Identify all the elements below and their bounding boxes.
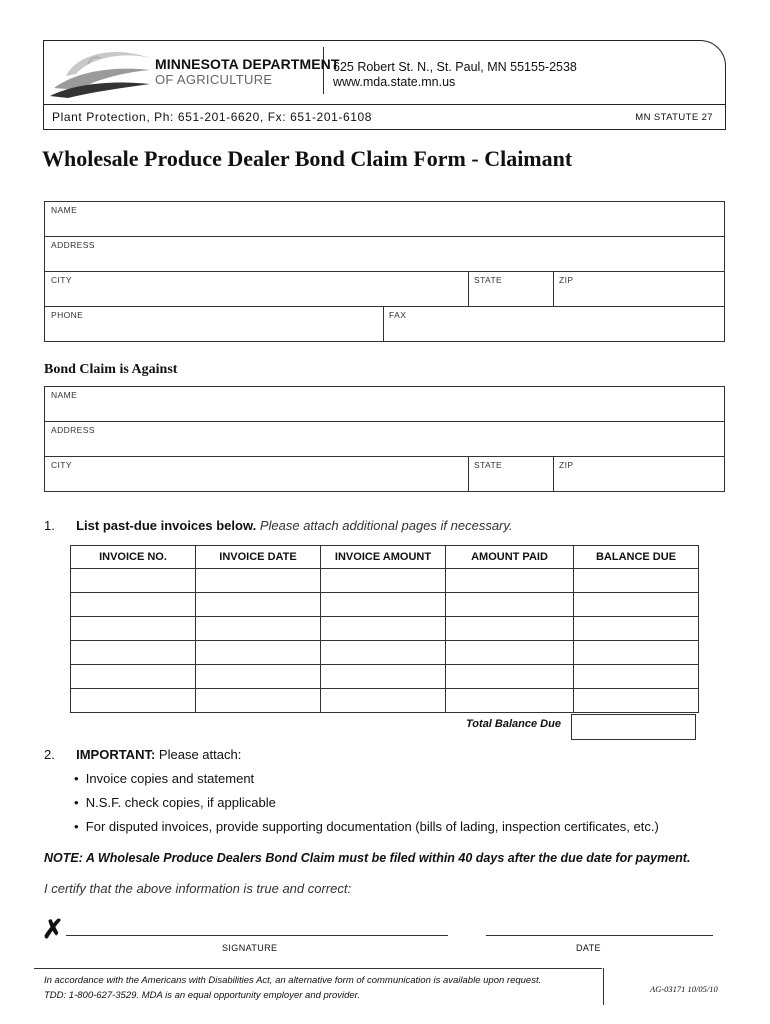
table-row [71, 641, 699, 665]
signature-input-area[interactable] [66, 912, 448, 934]
section2-text: Please attach: [158, 747, 242, 762]
claimant-phone-label: PHONE [51, 310, 84, 320]
section2-bold: IMPORTANT: [76, 747, 156, 762]
row-divider [44, 456, 725, 457]
invoice-cell[interactable] [574, 641, 699, 665]
claimant-name-field[interactable] [46, 203, 724, 235]
claimant-city-label: CITY [51, 275, 72, 285]
section1-number: 1. [44, 518, 55, 533]
invoice-cell[interactable] [574, 593, 699, 617]
invoice-cell[interactable] [446, 641, 574, 665]
invoice-table [70, 545, 699, 713]
against-zip-label: ZIP [559, 460, 574, 470]
invoice-cell[interactable] [71, 641, 196, 665]
mda-logo-icon [48, 44, 152, 100]
section1-instructions [44, 518, 513, 533]
claimant-address-label: ADDRESS [51, 240, 95, 250]
col-divider [468, 271, 469, 306]
total-balance-label: Total Balance Due [466, 718, 561, 730]
claimant-fax-label: FAX [389, 310, 407, 320]
col-divider [383, 306, 384, 342]
invoice-table-header [71, 546, 699, 569]
invoice-cell[interactable] [71, 665, 196, 689]
bullet-text: Invoice copies and statement [85, 771, 255, 786]
against-state-label: STATE [474, 460, 503, 470]
invoice-cell[interactable] [71, 569, 196, 593]
org-name-line1: MINNESOTA DEPARTMENT [155, 56, 340, 72]
col-invoice-amount: INVOICE AMOUNT [321, 546, 446, 569]
section-heading-against: Bond Claim is Against [44, 362, 178, 377]
invoice-cell[interactable] [446, 665, 574, 689]
invoice-cell[interactable] [321, 569, 446, 593]
date-label: DATE [576, 943, 601, 953]
invoice-cell[interactable] [321, 689, 446, 713]
table-row [71, 617, 699, 641]
filing-note: NOTE: A Wholesale Produce Dealers Bond Claim must be filed within 40 days after the due date for payment. [44, 851, 691, 865]
section1-italic: Please attach additional pages if necessary. [259, 518, 513, 533]
invoice-cell[interactable] [574, 689, 699, 713]
invoice-cell[interactable] [446, 617, 574, 641]
col-invoice-date: INVOICE DATE [196, 546, 321, 569]
signature-field[interactable] [66, 935, 448, 936]
page-title: Wholesale Produce Dealer Bond Claim Form - Claimant [42, 146, 573, 171]
org-name-line2: OF AGRICULTURE [155, 72, 273, 87]
date-field-line [486, 935, 713, 936]
org-website: www.mda.state.mn.us [333, 75, 456, 89]
division-contact: Plant Protection, Ph: 651-201-6620, Fx: 651-201-6108 [52, 110, 373, 124]
invoice-cell[interactable] [196, 689, 321, 713]
row-divider [44, 236, 725, 237]
invoice-cell[interactable] [321, 665, 446, 689]
invoice-cell[interactable] [574, 617, 699, 641]
invoice-cell[interactable] [321, 593, 446, 617]
bullet-text: For disputed invoices, provide supporting documentation (bills of lading, inspection certificates, etc.) [85, 819, 659, 834]
tdd-statement: TDD: 1-800-627-3529. MDA is an equal opportunity employer and provider. [44, 990, 361, 1001]
list-item: • N.S.F. check copies, if applicable [74, 795, 276, 810]
claimant-address-field[interactable] [46, 238, 724, 270]
section1-bold: List past-due invoices below. [76, 518, 257, 533]
row-divider [44, 271, 725, 272]
claimant-zip-field[interactable] [555, 273, 723, 305]
signature-label: SIGNATURE [222, 943, 278, 953]
col-invoice-no: INVOICE NO. [71, 546, 196, 569]
invoice-cell[interactable] [321, 617, 446, 641]
header-divider [44, 104, 725, 105]
claimant-zip-label: ZIP [559, 275, 574, 285]
col-divider [553, 456, 554, 492]
invoice-cell[interactable] [71, 593, 196, 617]
against-city-field[interactable] [46, 458, 466, 490]
invoice-cell[interactable] [446, 593, 574, 617]
row-divider [44, 421, 725, 422]
invoice-cell[interactable] [196, 617, 321, 641]
footer-divider [34, 968, 602, 969]
invoice-cell[interactable] [196, 569, 321, 593]
invoice-cell[interactable] [321, 641, 446, 665]
invoice-cell[interactable] [574, 569, 699, 593]
list-item: • For disputed invoices, provide supporting documentation (bills of lading, inspection certificates, etc.) [74, 819, 659, 834]
claimant-city-field[interactable] [46, 273, 466, 305]
claimant-fax-field[interactable] [385, 308, 723, 340]
against-city-label: CITY [51, 460, 72, 470]
total-balance-field[interactable] [571, 714, 696, 740]
invoice-cell[interactable] [446, 689, 574, 713]
claimant-name-label: NAME [51, 205, 78, 215]
table-row [71, 689, 699, 713]
certification-statement: I certify that the above information is true and correct: [44, 881, 352, 896]
signature-x-icon: ✗ [42, 914, 64, 944]
invoice-cell[interactable] [446, 569, 574, 593]
invoice-cell[interactable] [196, 665, 321, 689]
invoice-cell[interactable] [196, 641, 321, 665]
against-address-field[interactable] [46, 423, 724, 455]
table-row [71, 569, 699, 593]
table-row [71, 593, 699, 617]
against-name-field[interactable] [46, 388, 724, 420]
invoice-cell[interactable] [71, 689, 196, 713]
table-row [71, 665, 699, 689]
against-zip-field[interactable] [555, 458, 723, 490]
section2-number: 2. [44, 747, 55, 762]
org-address: 625 Robert St. N., St. Paul, MN 55155-2538 [333, 60, 577, 74]
against-address-label: ADDRESS [51, 425, 95, 435]
invoice-cell[interactable] [574, 665, 699, 689]
form-number: AG-03171 10/05/10 [650, 984, 718, 994]
claimant-state-label: STATE [474, 275, 503, 285]
ada-statement: In accordance with the Americans with Disabilities Act, an alternative form of communication is available upon request. [44, 975, 542, 986]
invoice-cell[interactable] [71, 617, 196, 641]
list-item: • Invoice copies and statement [74, 771, 255, 786]
invoice-cell[interactable] [196, 593, 321, 617]
footer-separator [603, 968, 604, 1005]
statute-reference: MN STATUTE 27 [635, 112, 713, 123]
claimant-phone-field[interactable] [46, 308, 382, 340]
section2-instructions [44, 747, 241, 762]
against-name-label: NAME [51, 390, 78, 400]
col-amount-paid: AMOUNT PAID [446, 546, 574, 569]
col-balance-due: BALANCE DUE [574, 546, 699, 569]
row-divider [44, 306, 725, 307]
bullet-text: N.S.F. check copies, if applicable [85, 795, 276, 810]
date-input-area[interactable] [486, 912, 713, 934]
col-divider [468, 456, 469, 492]
col-divider [553, 271, 554, 306]
